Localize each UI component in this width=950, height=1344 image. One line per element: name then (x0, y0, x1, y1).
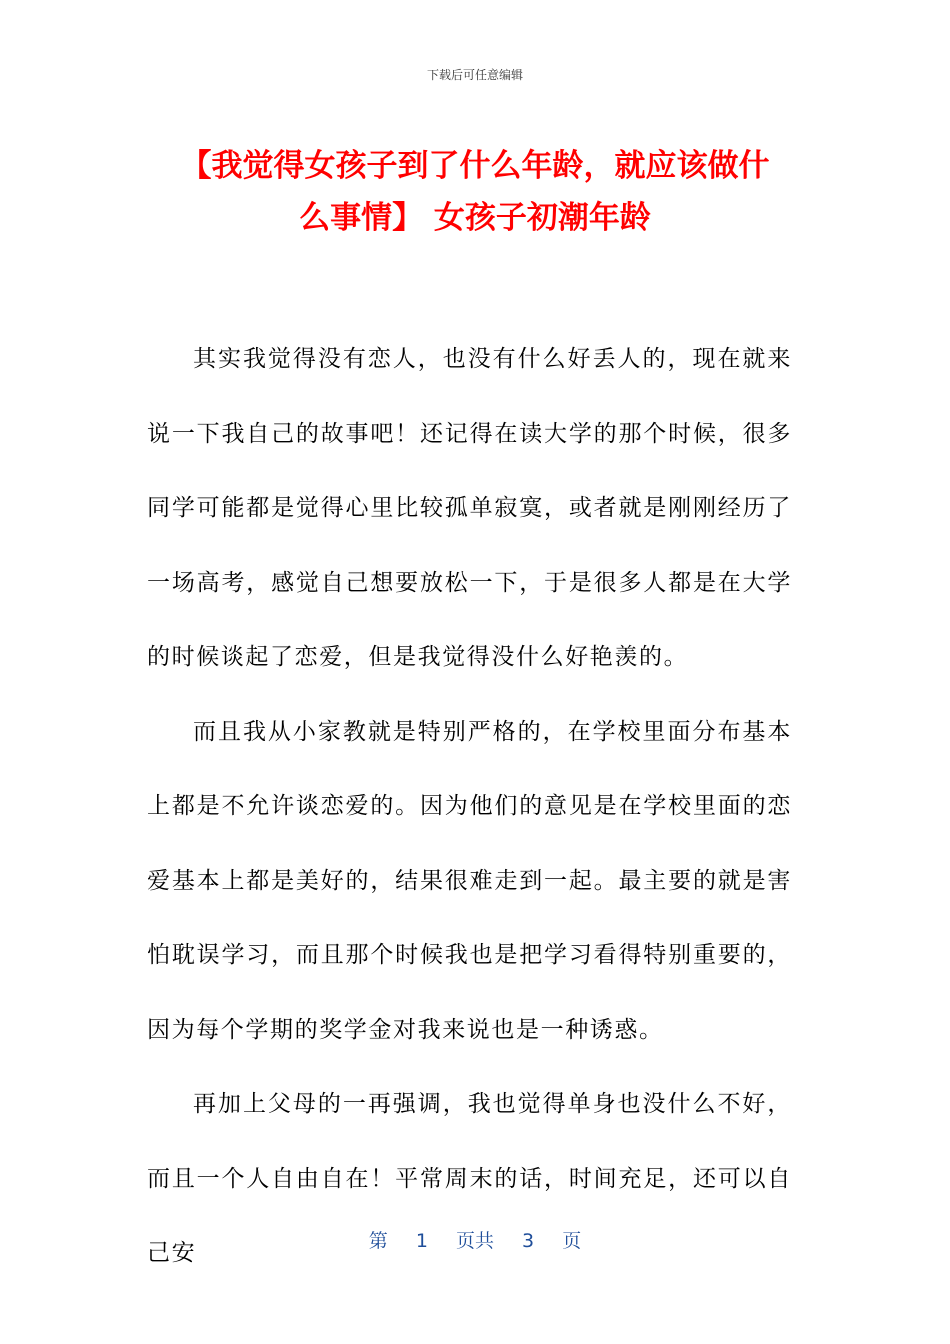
footer-current-page: 1 (415, 1230, 428, 1252)
document-title (140, 140, 810, 244)
page-footer (0, 1226, 950, 1253)
article-body (147, 322, 792, 1291)
header-note: 下载后可任意编辑 (426, 68, 523, 82)
footer-total-pages: 3 (522, 1230, 535, 1252)
footer-mid: 页共 (455, 1230, 494, 1252)
paragraph-2: 而且我从小家教就是特别严格的，在学校里面分布基本上都是不允许谈恋爱的。因为他们的意见是在学校里面的恋爱基本上都是美好的，结果很难走到一起。最主要的就是害怕耽误学习，而且那个时候我也是把学习看得特别重要的，因为每个学期的奖学金对我来说也是一种诱惑。 (147, 718, 792, 1043)
footer-prefix: 第 (368, 1230, 388, 1252)
footer-suffix: 页 (562, 1230, 582, 1252)
title-line-2: 么事情】 女孩子初潮年龄 (299, 200, 651, 236)
paragraph-3: 再加上父母的一再强调，我也觉得单身也没什么不好，而且一个人自由自在！平常周末的话，时间充足，还可以自己安 (147, 1091, 792, 1266)
paragraph-1: 其实我觉得没有恋人，也没有什么好丢人的，现在就来说一下我自己的故事吧！还记得在读大学的那个时候，很多同学可能都是觉得心里比较孤单寂寞，或者就是刚刚经历了一场高考，感觉自己想要放松一下，于是很多人都是在大学的时候谈起了恋爱，但是我觉得没什么好艳羡的。 (147, 346, 792, 670)
title-line-1: 【我觉得女孩子到了什么年龄，就应该做什 (180, 148, 770, 184)
